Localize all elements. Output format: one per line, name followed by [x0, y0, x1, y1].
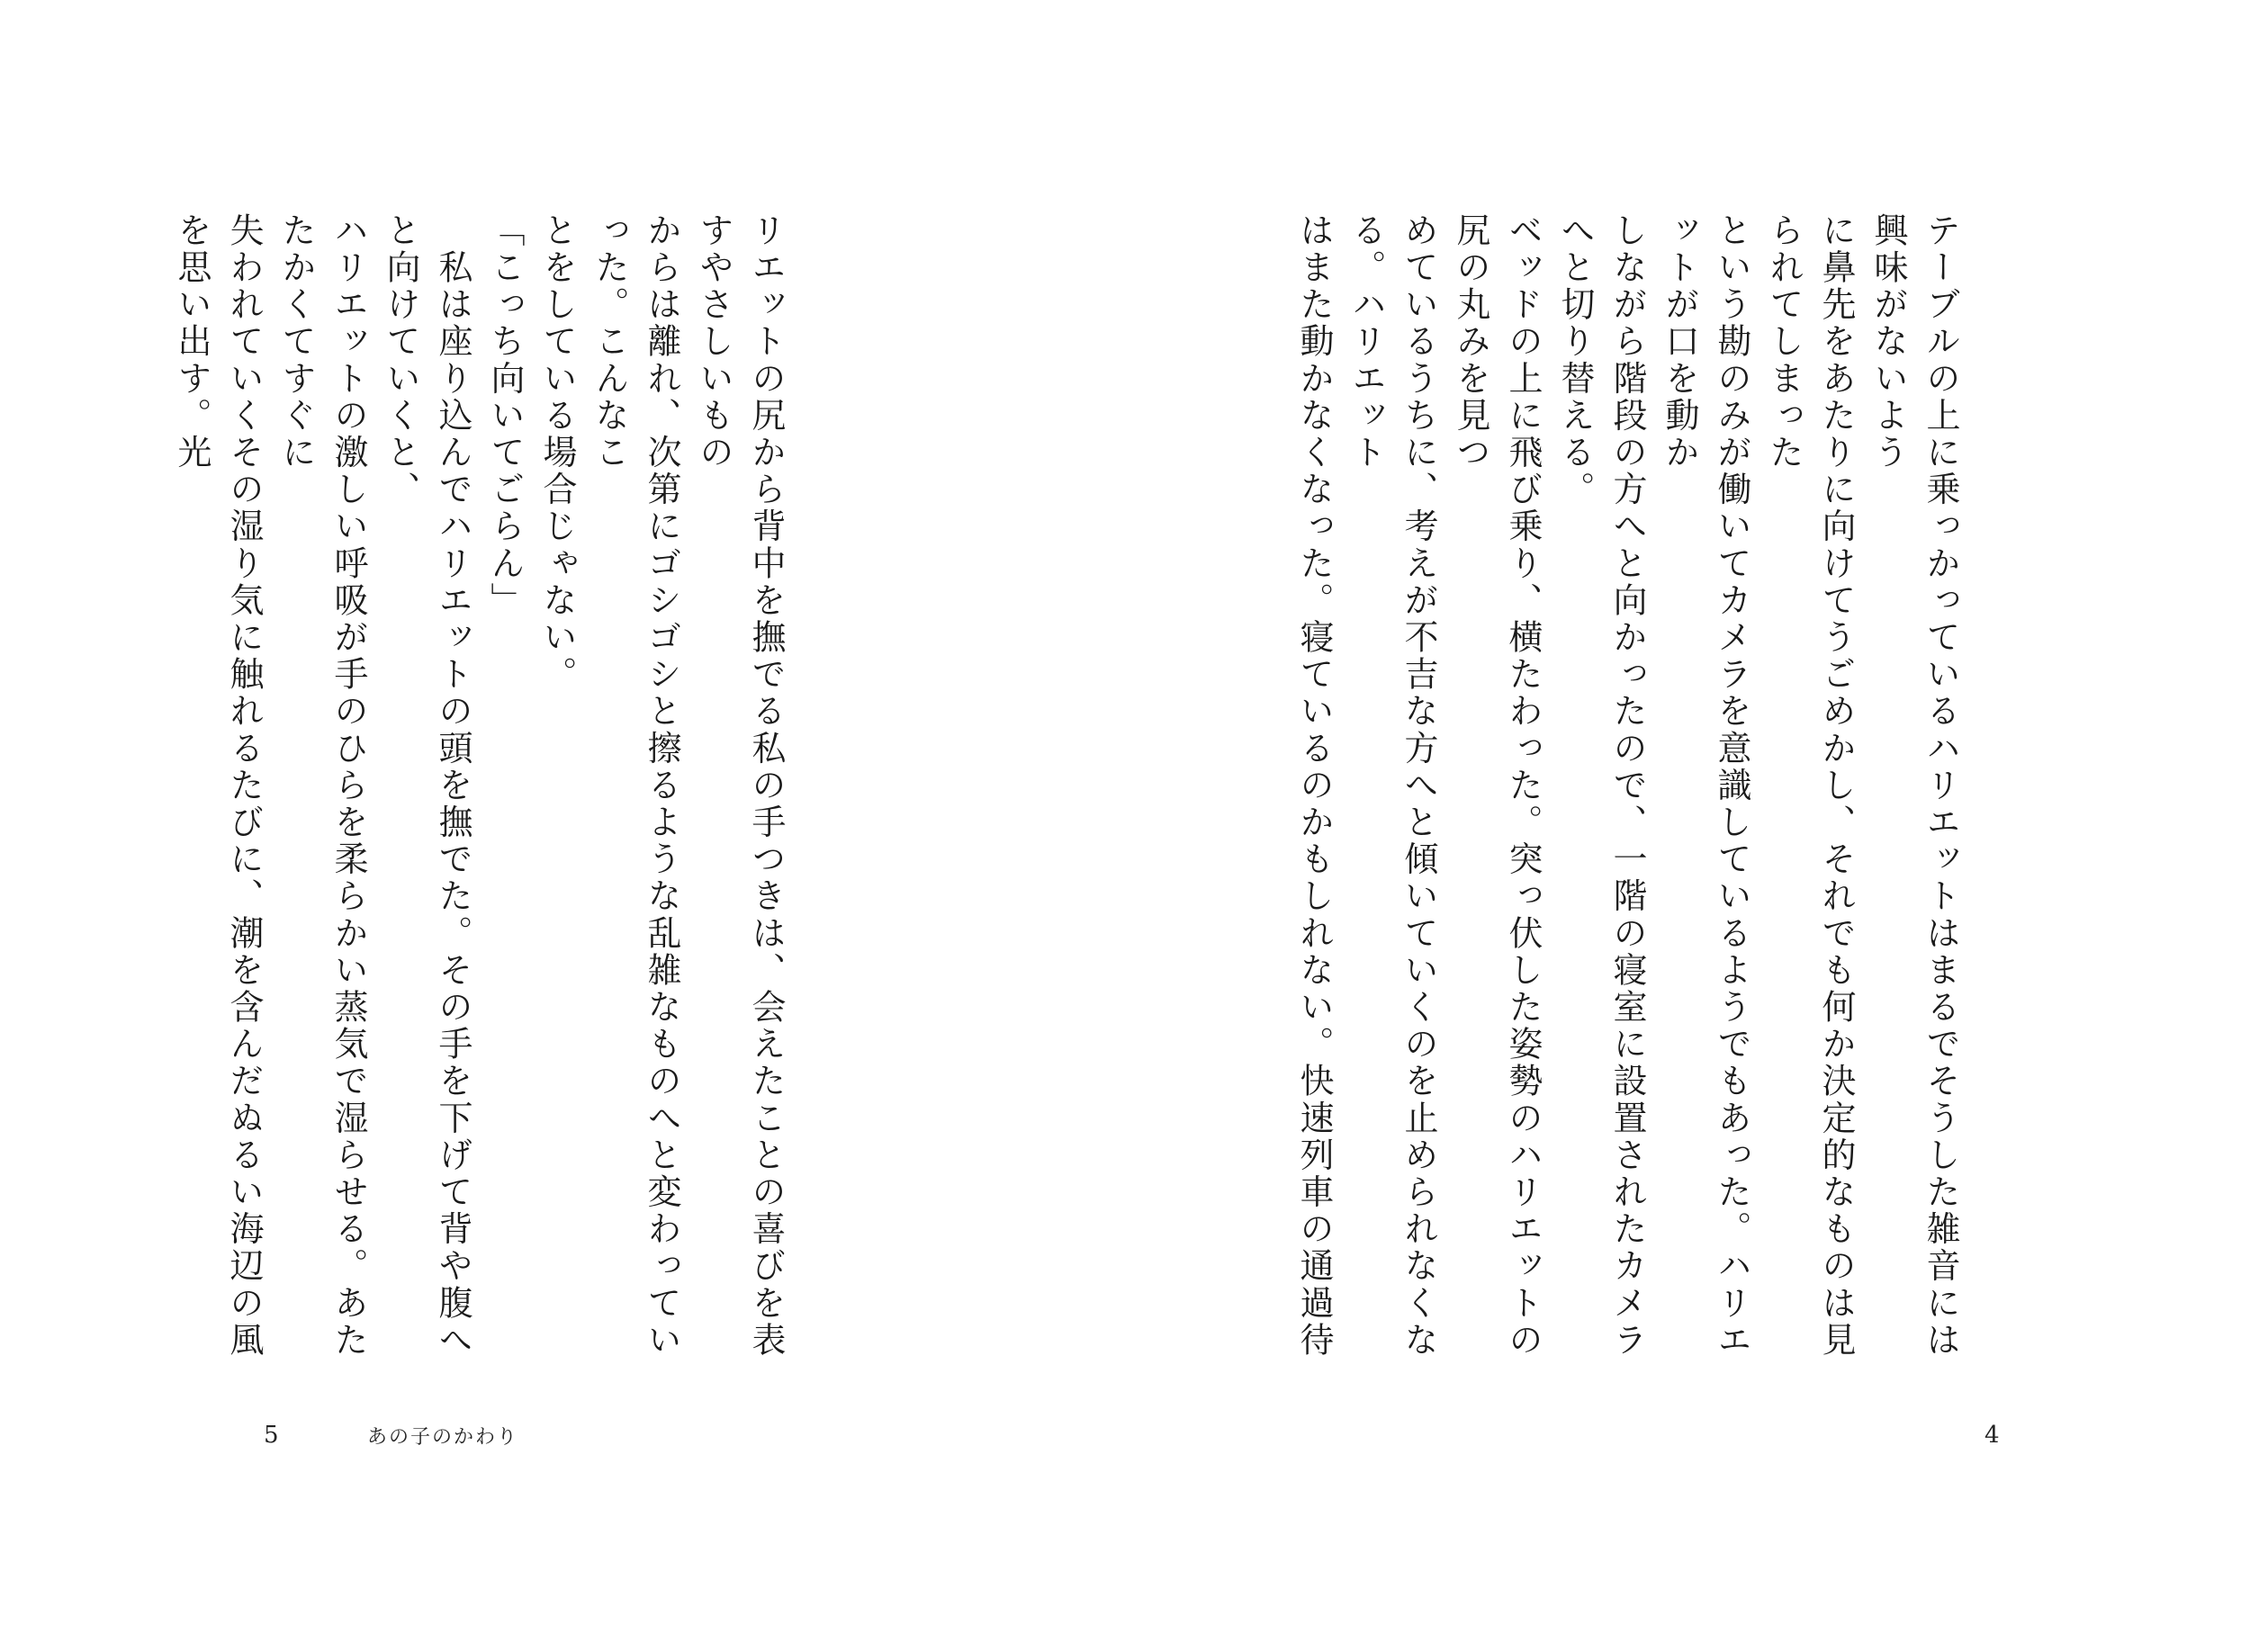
left-page-body-text: リエットの尻から背中を撫でる私の手つきは、会えたことの喜びを表すやさしいもの からは離れ、次第にゴシゴシと擦るような乱雑なものへと変わっていった。こんなこ とをしている場合じゃない。 「こっち向いてごらん」 私は座り込んでハリエットの頭を撫でた。その手を下げて背や腹へと向けていくと、 ハリエットの激しい呼吸が手のひらを柔らかい蒸気で湿らせる。あたたかくてすぐに 失われていくその湿り気に触れるたびに、潮を含んだぬるい海辺の風を思い出す。光: [172, 212, 786, 1360]
left-page-number: 5: [264, 1422, 279, 1449]
running-head-title: あの子のかわり: [367, 1426, 519, 1449]
right-page-number: 4: [1984, 1422, 2000, 1449]
right-page-body-text: テーブルの上に乗っかっているハリエットはまるでそうした雑音には興味がないよう に鼻先をあたりに向けてうごめかし、それでも何か決定的なものは見られてしまった という勘のみが働いてカメラを意識しているようでもあった。ハリエットが口を動か しながら階段の方へと向かったので、一階の寝室に設置されたカメラへと切り替える。 ベッドの上に飛び乗り、横たわった。突っ伏した姿勢のハリエットの尻の丸みを見つ めているうちに、考えが不吉な方へと傾いていくのを止められなくなる。ハリエット はまた動かなくなった。寝ているのかもしれない。快速列車の通過待: [1294, 212, 1960, 1360]
right-page: [1125, 0, 2250, 1652]
